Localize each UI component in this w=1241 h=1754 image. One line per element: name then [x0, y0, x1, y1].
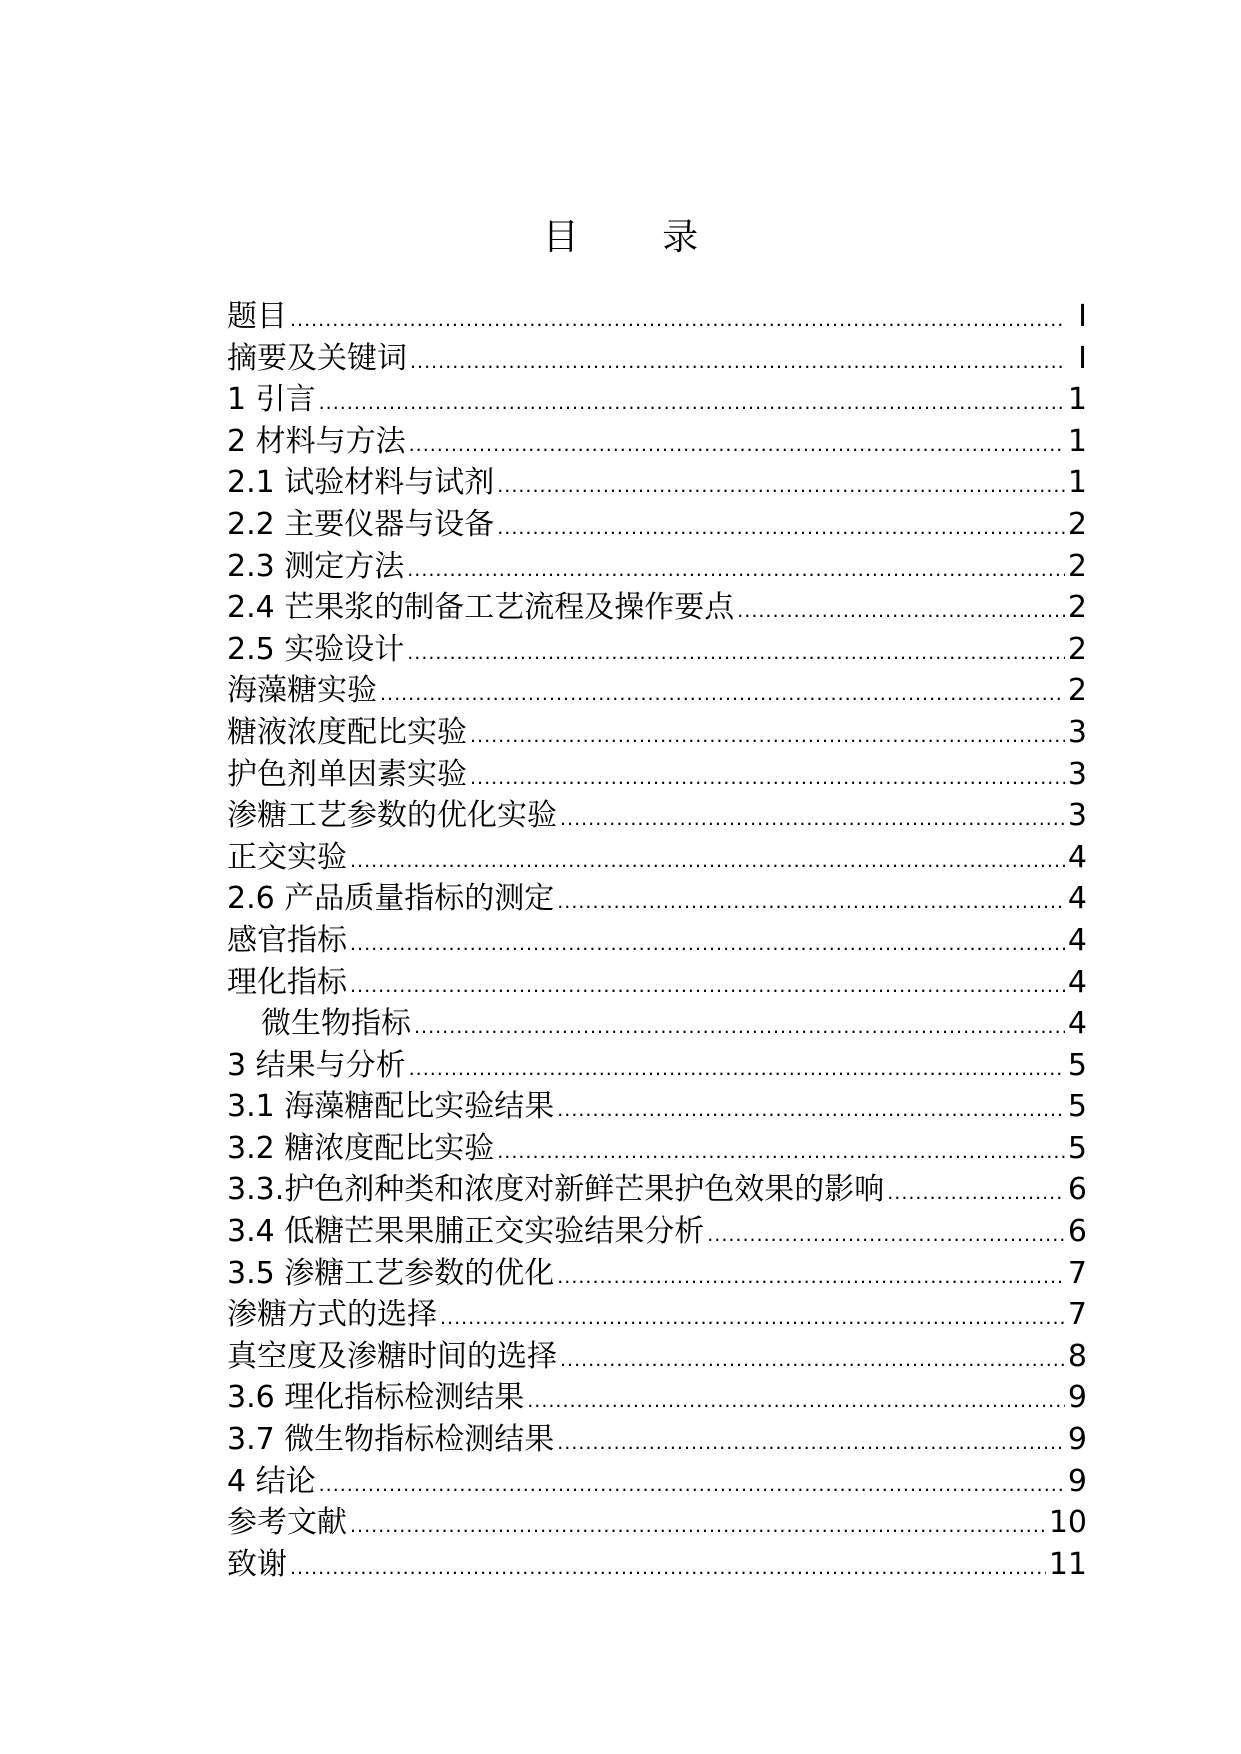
toc-entry-page-number: 3: [1067, 756, 1087, 792]
toc-dot-leader: [319, 1465, 1065, 1507]
toc-dot-leader: [410, 342, 1066, 384]
toc-dot-leader: [350, 841, 1065, 883]
toc-entry-label: 3.7 微生物指标检测结果: [227, 1422, 555, 1458]
toc-dot-leader: [319, 383, 1065, 425]
toc-entry-label: 摘要及关键词: [227, 340, 407, 376]
toc-dot-leader: [737, 591, 1065, 633]
toc-entry[interactable]: [227, 795, 1087, 837]
toc-dot-leader: [560, 799, 1065, 841]
toc-dot-leader: [414, 1007, 1065, 1049]
toc-entry[interactable]: [227, 1045, 1087, 1087]
table-of-contents: [227, 296, 1087, 1585]
toc-entry[interactable]: [227, 1336, 1087, 1378]
toc-dot-leader: [350, 924, 1065, 966]
toc-entry-label: 2.5 实验设计: [227, 631, 405, 667]
toc-entry-label: 4 结论: [227, 1463, 316, 1499]
toc-entry-page-number: 1: [1067, 382, 1087, 418]
toc-entry[interactable]: [227, 546, 1087, 588]
toc-entry[interactable]: [227, 837, 1087, 879]
toc-entry-page-number: 2: [1067, 548, 1087, 584]
toc-entry[interactable]: [227, 462, 1087, 504]
toc-entry-label: 微生物指标: [261, 1006, 411, 1042]
toc-entry-page-number: 4: [1067, 839, 1087, 875]
toc-entry-label: 护色剂单因素实验: [227, 756, 467, 792]
toc-entry-label: 1 引言: [227, 382, 316, 418]
toc-entry[interactable]: [227, 670, 1087, 712]
toc-dot-leader: [440, 1298, 1065, 1340]
toc-entry[interactable]: [227, 1461, 1087, 1503]
toc-entry-label: 正交实验: [227, 839, 347, 875]
toc-entry-page-number: 1: [1067, 423, 1087, 459]
toc-entry-label: 3.2 糖浓度配比实验: [227, 1130, 495, 1166]
toc-entry-page-number: 2: [1067, 590, 1087, 626]
toc-entry-page-number: I: [1078, 340, 1087, 376]
toc-entry-label: 2.3 测定方法: [227, 548, 405, 584]
toc-entry-page-number: 6: [1067, 1172, 1087, 1208]
toc-entry-page-number: 6: [1067, 1214, 1087, 1250]
toc-entry-label: 海藻糖实验: [227, 673, 377, 709]
toc-entry-label: 感官指标: [227, 922, 347, 958]
toc-entry-label: 3.4 低糖芒果果脯正交实验结果分析: [227, 1214, 705, 1250]
toc-entry[interactable]: [227, 1169, 1087, 1211]
toc-dot-leader: [350, 1506, 1046, 1548]
toc-dot-leader: [557, 1257, 1065, 1299]
toc-entry[interactable]: [227, 587, 1087, 629]
toc-entry[interactable]: [227, 338, 1087, 380]
toc-entry-label: 渗糖工艺参数的优化实验: [227, 798, 557, 834]
toc-entry-page-number: 9: [1067, 1380, 1087, 1416]
toc-entry[interactable]: [227, 962, 1087, 1004]
toc-entry-label: 致谢: [227, 1546, 287, 1582]
toc-entry-page-number: 2: [1067, 673, 1087, 709]
toc-entry-page-number: 8: [1067, 1338, 1087, 1374]
toc-dot-leader: [290, 1548, 1046, 1590]
toc-entry-page-number: I: [1078, 299, 1087, 334]
toc-entry-label: 渗糖方式的选择: [227, 1297, 437, 1333]
page-title: 目 录: [542, 217, 735, 258]
toc-entry-page-number: 7: [1067, 1255, 1087, 1291]
toc-entry-label: 2.4 芒果浆的制备工艺流程及操作要点: [227, 590, 735, 626]
toc-entry-page-number: 4: [1067, 922, 1087, 958]
toc-dot-leader: [557, 882, 1065, 924]
toc-entry-label: 2.2 主要仪器与设备: [227, 506, 495, 542]
toc-dot-leader: [407, 550, 1065, 592]
toc-entry-label: 2.1 试验材料与试剂: [227, 465, 495, 501]
toc-entry[interactable]: [227, 1211, 1087, 1253]
toc-entry[interactable]: [227, 920, 1087, 962]
toc-dot-leader: [707, 1215, 1065, 1257]
toc-dot-leader: [557, 1423, 1065, 1465]
toc-entry[interactable]: [227, 296, 1087, 338]
toc-entry[interactable]: [227, 1419, 1087, 1461]
toc-entry-label: 理化指标: [227, 964, 347, 1000]
toc-entry-page-number: 7: [1067, 1297, 1087, 1333]
toc-dot-leader: [470, 758, 1065, 800]
toc-entry[interactable]: [227, 754, 1087, 796]
toc-dot-leader: [887, 1173, 1065, 1215]
toc-entry[interactable]: [227, 1003, 1087, 1045]
toc-dot-leader: [290, 300, 1066, 342]
toc-dot-leader: [409, 425, 1065, 467]
toc-entry-page-number: 5: [1067, 1047, 1087, 1083]
toc-entry-page-number: 5: [1067, 1089, 1087, 1125]
toc-entry[interactable]: [227, 1502, 1087, 1544]
toc-entry[interactable]: [227, 1128, 1087, 1170]
toc-dot-leader: [470, 716, 1065, 758]
toc-dot-leader: [407, 633, 1065, 675]
toc-entry[interactable]: [227, 1086, 1087, 1128]
toc-entry[interactable]: [227, 421, 1087, 463]
toc-entry-page-number: 3: [1067, 714, 1087, 750]
toc-entry[interactable]: [227, 878, 1087, 920]
toc-dot-leader: [380, 674, 1065, 716]
toc-dot-leader: [409, 1049, 1065, 1091]
toc-entry-page-number: 2: [1067, 631, 1087, 667]
toc-dot-leader: [350, 966, 1065, 1008]
toc-entry[interactable]: [227, 1294, 1087, 1336]
toc-entry[interactable]: [227, 1253, 1087, 1295]
toc-entry[interactable]: [227, 629, 1087, 671]
toc-dot-leader: [557, 1090, 1065, 1132]
toc-entry-page-number: 2: [1067, 506, 1087, 542]
toc-entry-page-number: 1: [1067, 465, 1087, 501]
toc-dot-leader: [560, 1340, 1065, 1382]
toc-entry[interactable]: [227, 379, 1087, 421]
toc-entry-page-number: 11: [1048, 1546, 1087, 1582]
toc-entry[interactable]: [227, 1544, 1087, 1586]
toc-entry[interactable]: [227, 712, 1087, 754]
toc-entry-page-number: 4: [1067, 964, 1087, 1000]
toc-entry-label: 3 结果与分析: [227, 1047, 406, 1083]
toc-entry-page-number: 4: [1067, 881, 1087, 917]
toc-dot-leader: [497, 1132, 1065, 1174]
toc-entry[interactable]: [227, 504, 1087, 546]
toc-entry-label: 题目: [227, 299, 287, 334]
toc-entry-label: 3.1 海藻糖配比实验结果: [227, 1089, 555, 1125]
toc-entry-page-number: 5: [1067, 1130, 1087, 1166]
toc-entry-label: 真空度及渗糖时间的选择: [227, 1338, 557, 1374]
toc-entry-page-number: 3: [1067, 798, 1087, 834]
toc-entry-label: 3.5 渗糖工艺参数的优化: [227, 1255, 555, 1291]
toc-dot-leader: [497, 508, 1065, 550]
toc-entry-label: 3.6 理化指标检测结果: [227, 1380, 525, 1416]
toc-entry-page-number: 9: [1067, 1422, 1087, 1458]
toc-entry-page-number: 9: [1067, 1463, 1087, 1499]
toc-entry-label: 参考文献: [227, 1505, 347, 1541]
toc-dot-leader: [527, 1381, 1065, 1423]
toc-entry-label: 2 材料与方法: [227, 423, 406, 459]
toc-entry-page-number: 10: [1048, 1505, 1087, 1541]
toc-entry[interactable]: [227, 1377, 1087, 1419]
toc-entry-label: 3.3.护色剂种类和浓度对新鲜芒果护色效果的影响: [227, 1172, 885, 1208]
toc-entry-page-number: 4: [1067, 1006, 1087, 1042]
toc-entry-label: 2.6 产品质量指标的测定: [227, 881, 555, 917]
toc-dot-leader: [497, 466, 1065, 508]
toc-entry-label: 糖液浓度配比实验: [227, 714, 467, 750]
